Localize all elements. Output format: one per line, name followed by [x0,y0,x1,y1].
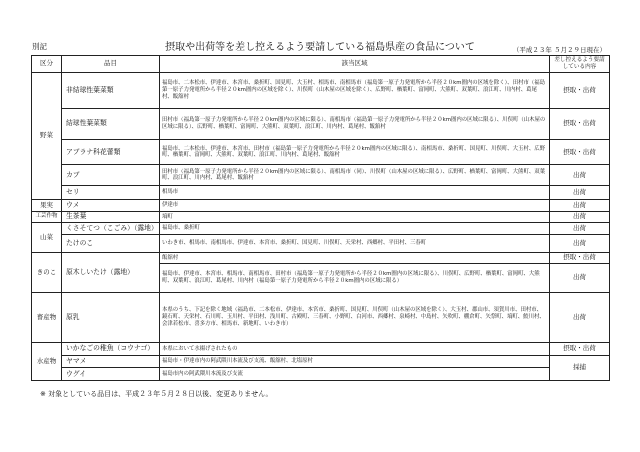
item-cell: アブラナ科花蕾類 [62,140,160,165]
item-cell: ウメ [62,200,160,212]
category-cell: 野菜 [32,72,62,199]
item-cell: 非結球性葉菜類 [62,72,160,108]
category-cell: 水産物 [32,343,62,381]
annex-label: 別記 [32,42,47,51]
item-cell: 結球性葉菜類 [62,108,160,140]
as-of-date: （平成２３年 ５月２９日現在） [512,46,606,54]
area-cell: 相馬市 [160,186,550,200]
table-row [32,200,610,212]
item-cell: いかなごの稚魚（コウナゴ） [62,343,160,356]
area-cell: 本県のうち、下記を除く地域（福島市、二本松市、伊達市、本宮市、桑折町、国見町、川俣町（山木屋の区域を除く）、大玉村、郡山市、須賀川市、田村市、鏡石町、天栄村、石川町、玉川村、平田村、浅川町、古殿町、三春町、小野町、白河市、西郷村、泉崎村、中島村、矢吹町、棚倉町、矢祭町、塙町、鮫川村、会津若松市、喜多方市、相馬市、新地町、いわき市） [160,292,550,342]
restriction-cell: 出荷 [550,223,610,235]
table-row [32,140,610,165]
item-cell: カブ [62,165,160,186]
area-cell: 飯舘村 [160,252,550,264]
table-row [32,234,610,252]
area-cell: 福島市内の阿武隈川本流及び支流 [160,368,550,381]
restriction-cell: 出荷 [550,211,610,223]
category-cell: 果実 [32,200,62,212]
table-row [32,108,610,140]
table-header-row [32,56,610,73]
table-row [32,368,610,381]
page-title: 摂取や出荷等を差し控えるよう要請している福島県産の食品について [165,42,475,53]
column-header-item: 品目 [62,56,160,73]
category-cell: 畜産物 [32,292,62,342]
table-row [32,72,610,108]
restriction-cell: 出荷 [550,200,610,212]
restriction-cell: 採捕 [550,355,610,380]
table-row [32,343,610,356]
area-cell: 田村市（福島第一原子力発電所から半径２０km圏内の区域に限る）、南相馬市（福島第一原子力発電所から半径２０km圏内の区域に限る）、川俣町（山木屋の区域に限る）、広野町、楢葉町、富岡町、大熊町、双葉町、浪江町、川内村、葛尾村、飯舘村 [160,108,550,140]
category-cell: きのこ [32,252,62,292]
restriction-cell: 出荷 [550,165,610,186]
restriction-cell: 摂取・出荷 [550,108,610,140]
item-cell: ヤマメ [62,355,160,368]
table-row [32,223,610,235]
item-cell: くさそてつ（こごみ）（露地） [62,223,160,235]
area-cell: 本県において水揚げされたもの [160,343,550,356]
area-cell: 福島市・伊達市内の阿武隈川本流及び支流、飯舘村、北塩原村 [160,355,550,368]
item-cell: 生茶葉 [62,211,160,223]
column-header-category: 区分 [32,56,62,73]
area-cell: 福島市、伊達市、本宮市、相馬市、南相馬市、田村市（福島第一原子力発電所から半径２０km圏内の区域に限る）、川俣町、広野町、楢葉町、富岡町、大熊町、双葉町、浪江町、葛尾村、川内村（福島第一原子力発電所から半径２０km圏内の区域に限る） [160,264,550,292]
restriction-cell: 摂取・出荷 [550,252,610,264]
area-cell: 福島市、二本松市、伊達市、本宮市、桑折町、国見町、大玉村、相馬市、南相馬市（福島第一原子力発電所から半径２０km圏内の区域を除く）、田村市（福島第一原子力発電所から半径２０km圏内の区域を除く）、川俣町（山木屋の区域を除く）、広野町、楢葉町、富岡町、大熊町、双葉町、浪江町、川内村、葛尾村、飯舘村 [160,72,550,108]
area-cell: 田村市（福島第一原子力発電所から半径２０km圏内の区域に限る）、南相馬市（同）、川俣町（山木屋の区域に限る）、広野町、楢葉町、富岡町、大熊町、双葉町、浪江町、川内村、葛尾村、飯舘村 [160,165,550,186]
area-cell: 塙町 [160,211,550,223]
column-header-restriction: 差し控えるよう要請している内容 [550,56,610,73]
restriction-cell: 摂取・出荷 [550,72,610,108]
item-cell: セリ [62,186,160,200]
restriction-table [31,55,610,381]
item-cell: 原乳 [62,292,160,342]
table-row [32,186,610,200]
restriction-cell: 出荷 [550,292,610,342]
area-cell: 伊達市 [160,200,550,212]
category-cell: 山菜 [32,223,62,252]
area-cell: 福島市、二本松市、伊達市、本宮市、田村市（福島第一原子力発電所から半径２０km圏内の区域に限る）、南相馬市、桑折町、国見町、川俣町、大玉村、広野町、楢葉町、富岡町、大熊町、双葉町、浪江町、川内村、葛尾村、飯舘村 [160,140,550,165]
table-row [32,165,610,186]
restriction-cell: 摂取・出荷 [550,140,610,165]
table-row [32,292,610,342]
restriction-cell: 出荷 [550,234,610,252]
area-cell: 福島市、桑折町 [160,223,550,235]
restriction-cell: 出荷 [550,186,610,200]
restriction-cell: 出荷 [550,264,610,292]
table-row [32,211,610,223]
table-row [32,252,610,264]
column-header-areas: 該当区域 [160,56,550,73]
restriction-cell: 摂取・出荷 [550,343,610,356]
item-cell: ウグイ [62,368,160,381]
area-cell: いわき市、相馬市、南相馬市、伊達市、本宮市、桑折町、国見町、川俣町、天栄村、西郷村、平田村、三春町 [160,234,550,252]
item-cell: 原木しいたけ（露地） [62,252,160,292]
table-row [32,355,610,368]
category-cell: 工芸作物 [32,211,62,223]
footnote: ※ 対象としている品目は、平成２３年５月２８日以後、変更ありません。 [40,390,273,398]
item-cell: たけのこ [62,234,160,252]
